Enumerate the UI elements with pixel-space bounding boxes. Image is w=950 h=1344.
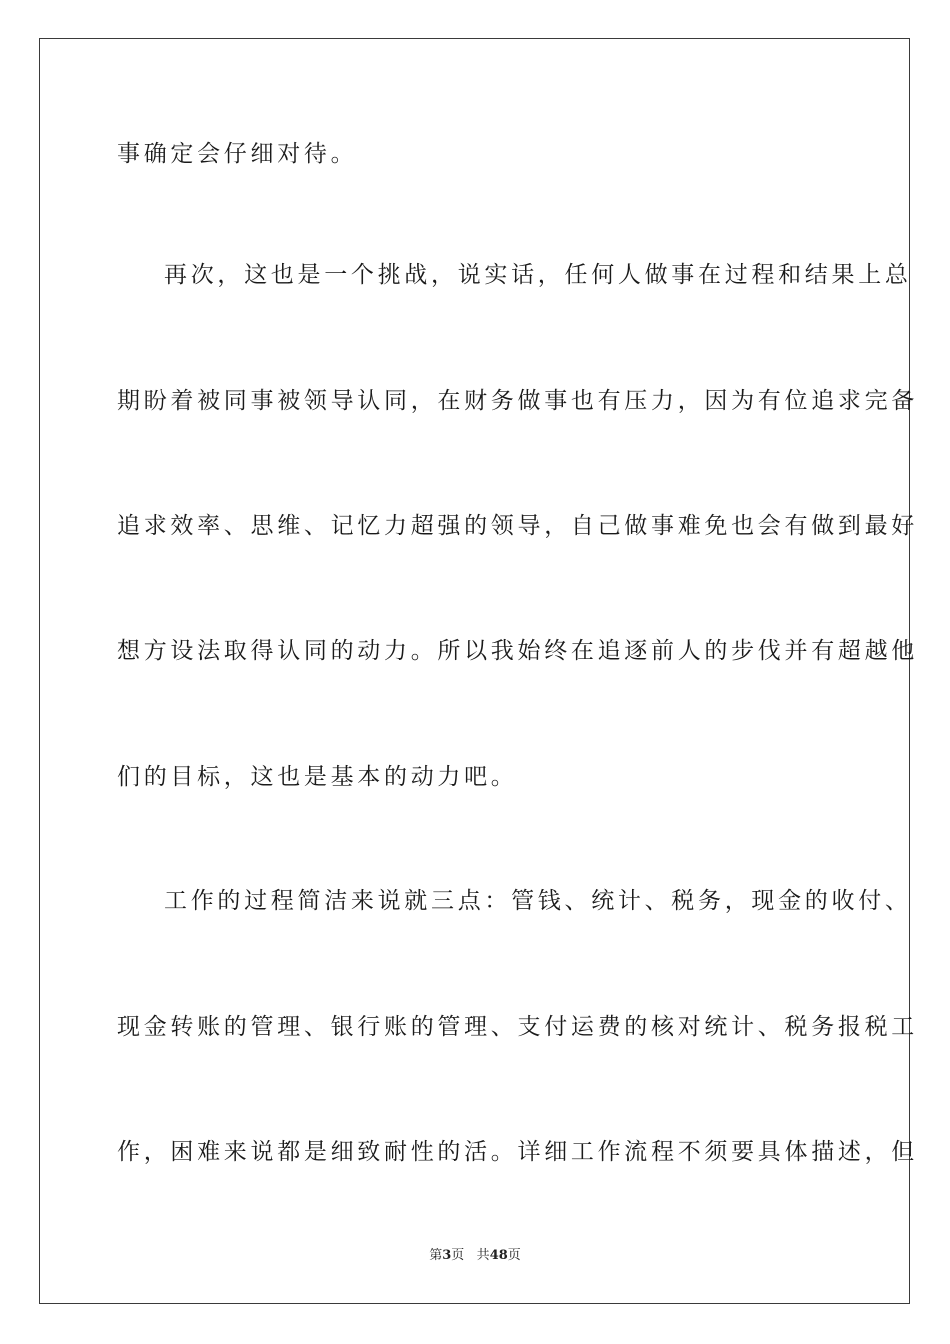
paragraph-line-5: 想方设法取得认同的动力。所以我始终在追逐前人的步伐并有超越他 <box>117 638 918 664</box>
paragraph-line-2: 再次，这也是一个挑战，说实话，任何人做事在过程和结果上总 <box>164 262 912 288</box>
footer-page-suffix: 页 <box>451 1248 465 1263</box>
page-footer <box>0 1246 950 1266</box>
footer-total-pages: 48 <box>489 1248 508 1263</box>
paragraph-line-7: 工作的过程简洁来说就三点：管钱、统计、税务，现金的收付、 <box>164 888 912 914</box>
footer-total-prefix: 共 <box>476 1248 490 1263</box>
footer-page-prefix: 第 <box>429 1248 443 1263</box>
paragraph-line-8: 现金转账的管理、银行账的管理、支付运费的核对统计、税务报税工 <box>117 1014 918 1040</box>
footer-page-number: 3 <box>442 1248 452 1263</box>
paragraph-line-3: 期盼着被同事被领导认同，在财务做事也有压力，因为有位追求完备 <box>117 388 918 414</box>
paragraph-line-9: 作，困难来说都是细致耐性的活。详细工作流程不须要具体描述，但 <box>117 1139 918 1165</box>
paragraph-line-6: 们的目标，这也是基本的动力吧。 <box>117 764 518 790</box>
footer-total-suffix: 页 <box>507 1248 521 1263</box>
paragraph-line-1: 事确定会仔细对待。 <box>117 141 358 167</box>
paragraph-line-4: 追求效率、思维、记忆力超强的领导，自己做事难免也会有做到最好 <box>117 513 918 539</box>
page-border <box>39 38 918 1304</box>
